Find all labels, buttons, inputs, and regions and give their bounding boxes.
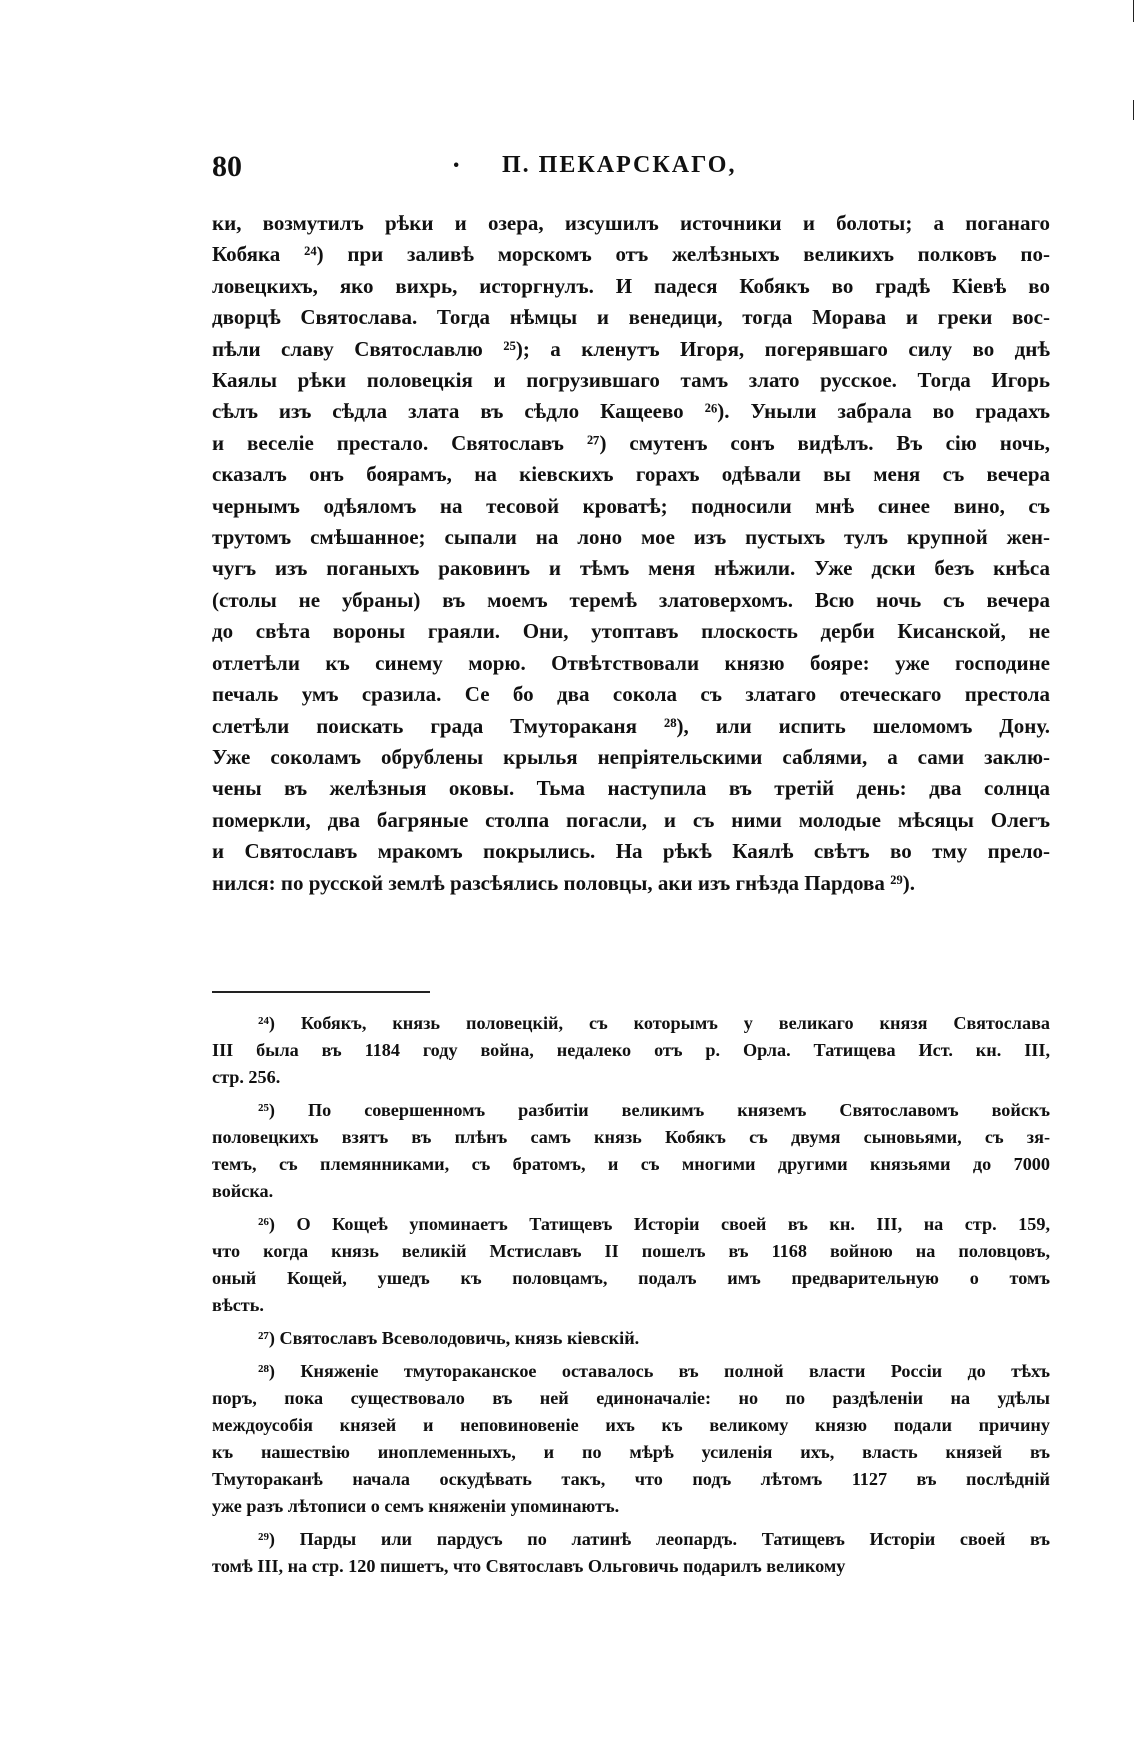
footnote [212, 1211, 1050, 1319]
body-line: ки, возмутилъ рѣки и озера, изсушилъ источники и болоты; а поганаго [212, 211, 1050, 235]
footnote-line: поръ, пока существовало въ ней единоначаліе: но по раздѣленіи на удѣлы [212, 1388, 1050, 1408]
body-line: трутомъ смѣшанное; сыпали на лоно мое изъ пустыхъ тулъ крупной жен- [212, 525, 1050, 550]
body-line: померкли, два багряные столпа погасли, и съ ними молодые мѣсяцы Олегъ [212, 807, 1050, 832]
scan-edge-mark [1133, 0, 1134, 22]
footnote [212, 1325, 1050, 1352]
footnote-line: Тмутораканѣ начала оскудѣвать такъ, что подъ лѣтомъ 1127 въ послѣдній [212, 1469, 1050, 1489]
body-line: Уже соколамъ обрублены крылья непріятельскими саблями, а сами заклю- [212, 744, 1050, 769]
body-line: Кобяка ²⁴) при заливѣ морскомъ отъ желѣзныхъ великихъ полковъ по- [212, 242, 1050, 267]
body-line: слетѣли поискать града Тмутораканя ²⁸), или испить шеломомъ Дону. [212, 713, 1050, 738]
footnotes [212, 1010, 1050, 1586]
footnote-line: томѣ III, на стр. 120 пишетъ, что Святославъ Ольговичь подарилъ великому [212, 1556, 846, 1576]
body-line: нился: по русской землѣ разсѣялись половцы, аки изъ гнѣзда Пардова ²⁹). [212, 870, 915, 895]
footnote-line: ²⁷) Святославъ Всеволодовичь, князь кіевскій. [258, 1328, 640, 1348]
body-line: пѣли славу Святославлю ²⁵); а кленутъ Игоря, погерявшаго силу во днѣ [212, 336, 1050, 361]
body-line: дворцѣ Святослава. Тогда нѣмцы и венедици, тогда Морава и греки вос- [212, 305, 1050, 330]
footnote-line: междоусобія князей и неповиновеніе ихъ къ великому князю подали причину [212, 1415, 1050, 1435]
footnote [212, 1358, 1050, 1520]
footnote-line: оный Кощей, ушедъ къ половцамъ, подалъ имъ предварительную о томъ [212, 1268, 1050, 1288]
footnote-line: что когда князь великій Мстиславъ II пошелъ въ 1168 войною на половцовъ, [212, 1241, 1050, 1261]
body-line: чернымъ одѣяломъ на тесовой кроватѣ; подносили мнѣ синее вино, съ [212, 493, 1050, 518]
footnote-line: ²⁶) О Кощеѣ упоминаетъ Татищевъ Исторіи своей въ кн. III, на стр. 159, [258, 1214, 1050, 1234]
footnote-line: стр. 256. [212, 1067, 281, 1087]
body-line: и Святославъ мракомъ покрылись. На рѣкѣ Каялѣ свѣтъ во тму прело- [212, 839, 1050, 864]
main-text [212, 208, 1050, 899]
page-header [212, 150, 1050, 186]
body-line: печаль умъ сразила. Се бо два сокола съ златаго отеческаго престола [212, 682, 1050, 707]
body-line: (столы не убраны) въ моемъ теремѣ златоверхомъ. Всю ночь съ вечера [212, 587, 1050, 612]
page-number: 80 [212, 150, 242, 183]
footnote-line: ²⁵) По совершенномъ разбитіи великимъ княземъ Святославомъ войскъ [258, 1100, 1050, 1120]
body-line: ловецкихъ, яко вихрь, исторгнулъ. И падеся Кобякъ во градѣ Кіевѣ во [212, 273, 1050, 298]
footnote-line: ²⁴) Кобякъ, князь половецкій, съ которымъ у великаго князя Святослава [258, 1013, 1050, 1033]
footnote [212, 1526, 1050, 1580]
body-line: отлетѣли къ синему морю. Отвѣтствовали князю бояре: уже господине [212, 650, 1050, 675]
footnote-line: ²⁹) Парды или пардусъ по латинѣ леопардъ. Татищевъ Исторіи своей въ [258, 1529, 1050, 1549]
body-line: сказалъ онъ боярамъ, на кіевскихъ горахъ одѣвали вы меня съ вечера [212, 462, 1050, 487]
scan-edge-mark [1133, 100, 1134, 120]
body-line: и веселіе престало. Святославъ ²⁷) смутенъ сонъ видѣлъ. Въ сію ночь, [212, 430, 1050, 455]
footnote-rule [212, 991, 430, 993]
footnote-line: уже разъ лѣтописи о семъ княженіи упоминаютъ. [212, 1496, 620, 1516]
footnote-line: ²⁸) Княженіе тмутораканское оставалось въ полной власти Россіи до тѣхъ [258, 1361, 1050, 1381]
footnote [212, 1010, 1050, 1091]
footnote-line: III была въ 1184 году война, недалеко отъ р. Орла. Татищева Ист. кн. III, [212, 1040, 1050, 1060]
body-line: сѣлъ изъ сѣдла злата въ сѣдло Кащеево ²⁶). Уныли забрала во градахъ [212, 399, 1050, 424]
body-line: чугъ изъ поганыхъ раковинъ и тѣмъ меня нѣжили. Уже дски безъ кнѣса [212, 556, 1050, 581]
footnote-line: половецкихъ взятъ въ плѣнъ самъ князь Кобякъ съ двумя сыновьями, съ зя- [212, 1127, 1050, 1147]
footnote-line: темъ, съ племянниками, съ братомъ, и съ многими другими князьями до 7000 [212, 1154, 1050, 1174]
body-line: чены въ желѣзныя оковы. Тьма наступила въ третій день: два солнца [212, 776, 1050, 801]
footnote-line: къ нашествію иноплеменныхъ, и по мѣрѣ усиленія ихъ, власть князей въ [212, 1442, 1050, 1462]
footnote-line: вѣсть. [212, 1295, 264, 1315]
body-line: Каялы рѣки половецкія и погрузившаго тамъ злато русское. Тогда Игорь [212, 368, 1050, 393]
footnote-line: войска. [212, 1181, 274, 1201]
running-head: П. ПЕКАРСКАГО, [502, 152, 737, 178]
body-line: до свѣта вороны граяли. Они, утоптавъ плоскость дерби Кисанской, не [212, 619, 1050, 644]
footnote [212, 1097, 1050, 1205]
header-dot: · [452, 150, 461, 179]
